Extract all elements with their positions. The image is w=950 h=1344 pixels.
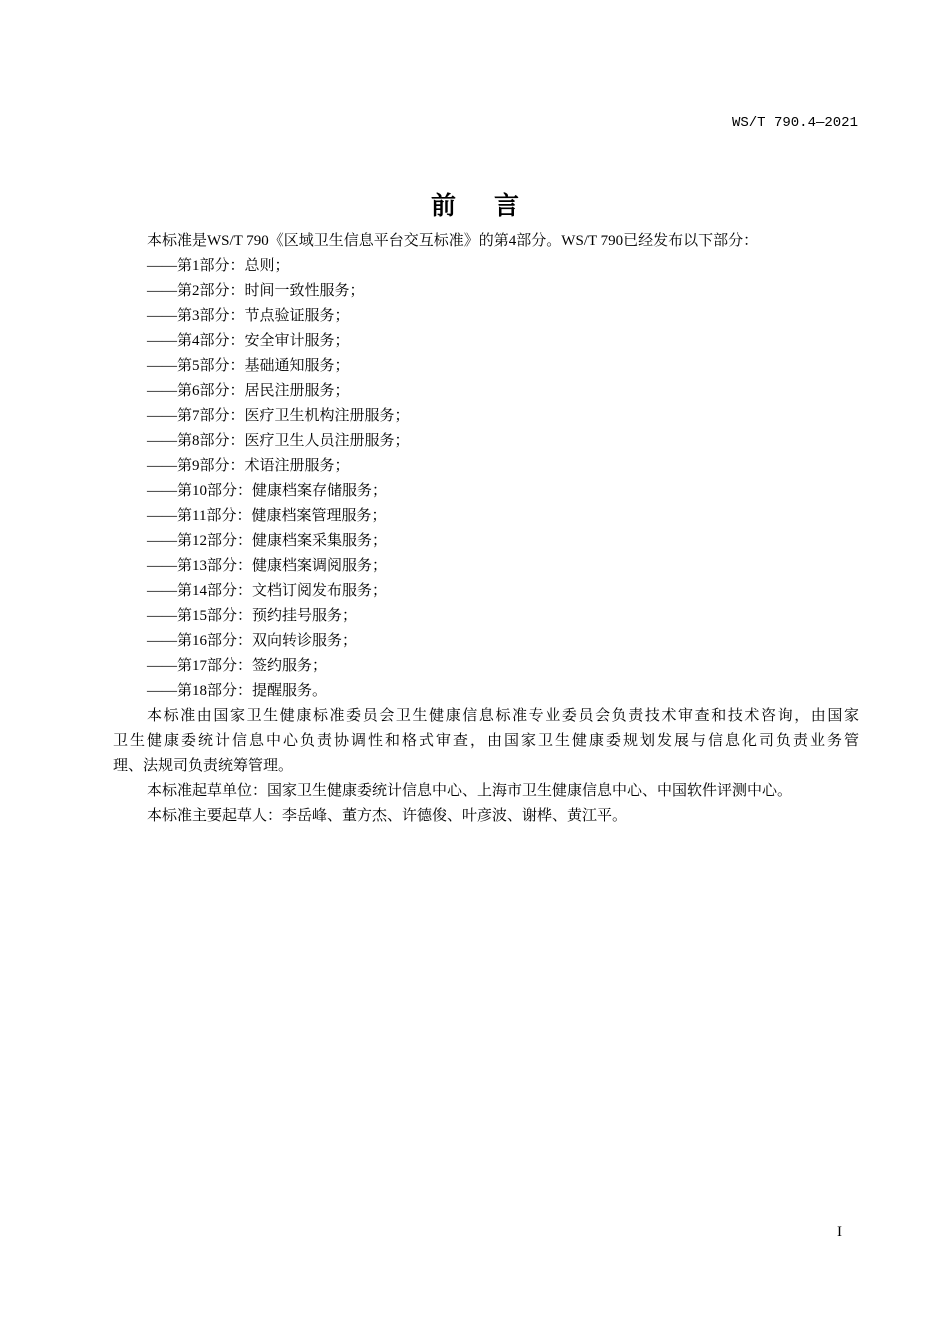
list-item: ——第4部分：安全审计服务； [147,333,350,349]
list-item: ——第13部分：健康档案调阅服务； [147,558,388,574]
list-item: ——第12部分：健康档案采集服务； [147,533,388,549]
drafting-units: 本标准起草单位：国家卫生健康委统计信息中心、上海市卫生健康信息中心、中国软件评测中心。 [147,783,793,799]
list-item: ——第7部分：医疗卫生机构注册服务； [147,408,410,424]
foreword-body [113,229,859,829]
list-item: ——第15部分：预约挂号服务； [147,608,358,624]
list-item: ——第1部分：总则； [147,258,290,274]
drafters: 本标准主要起草人：李岳峰、董方杰、许德俊、叶彦波、谢桦、黄江平。 [147,808,628,824]
responsibility-line: 本标准由国家卫生健康标准委员会卫生健康信息标准专业委员会负责技术审查和技术咨询，由国家 [147,708,859,724]
list-item: ——第2部分：时间一致性服务； [147,283,365,299]
list-item: ——第5部分：基础通知服务； [147,358,350,374]
list-item: ——第16部分：双向转诊服务； [147,633,358,649]
intro-paragraph: 本标准是WS/T 790《区域卫生信息平台交互标准》的第4部分。WS/T 790已经发布以下部分： [147,233,759,249]
list-item: ——第8部分：医疗卫生人员注册服务； [147,433,410,449]
list-item: ——第6部分：居民注册服务； [147,383,350,399]
page-title: 前言 [430,193,557,220]
list-item: ——第11部分：健康档案管理服务； [147,508,387,524]
list-item: ——第17部分：签约服务； [147,658,328,674]
list-item: ——第18部分：提醒服务。 [147,683,328,699]
list-item: ——第9部分：术语注册服务； [147,458,350,474]
responsibility-line: 理、法规司负责统筹管理。 [113,758,294,774]
list-item: ——第14部分：文档订阅发布服务； [147,583,388,599]
page-number: I [837,1224,842,1240]
list-item: ——第10部分：健康档案存储服务； [147,483,388,499]
parts-list [113,254,859,704]
list-item: ——第3部分：节点验证服务； [147,308,350,324]
responsibility-line: 卫生健康委统计信息中心负责协调性和格式审查，由国家卫生健康委规划发展与信息化司负责业务管 [113,733,859,749]
document-code: WS/T 790.4—2021 [731,115,858,131]
